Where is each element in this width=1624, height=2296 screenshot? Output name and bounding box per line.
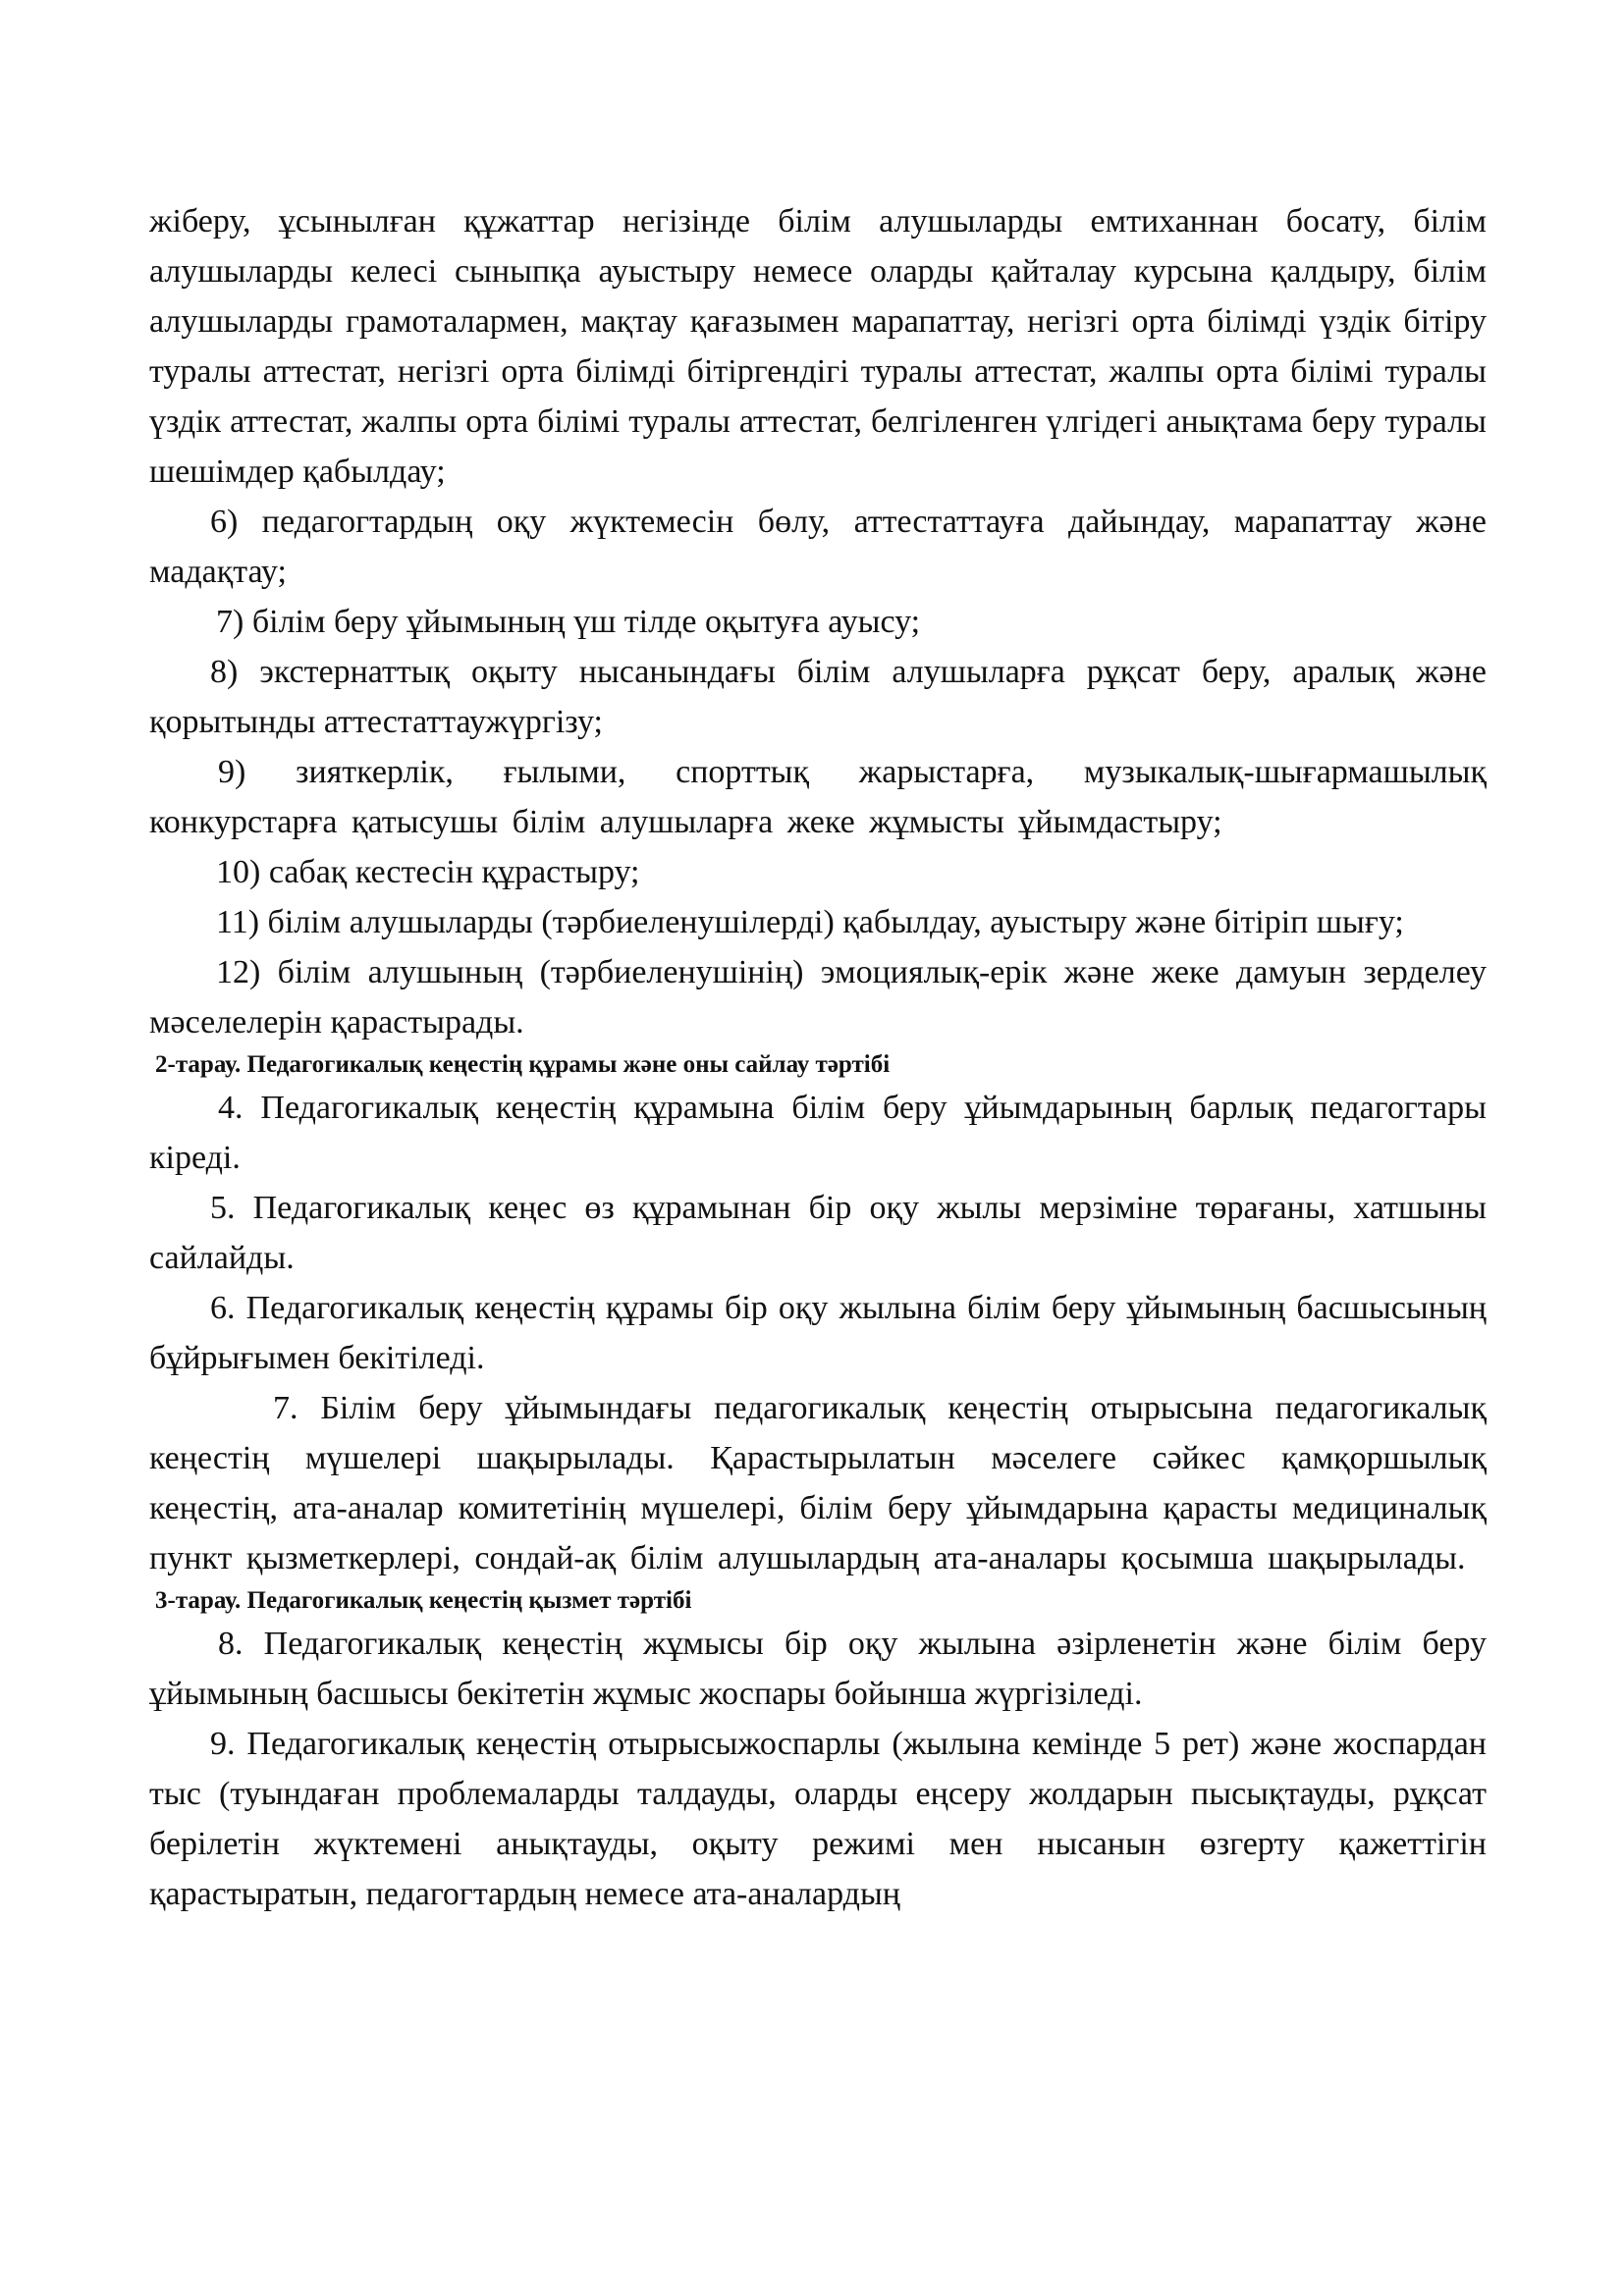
list-item-8: 8) экстернаттық оқыту нысанындағы білім алушыларға рұқсат беру, аралық және қорытынды аттестаттаужүргізу; [149, 654, 1487, 740]
list-item-7: 7) білім беру ұйымының үш тілде оқытуға ауысу; [216, 604, 921, 640]
clause-8: 8. Педагогикалық кеңестің жұмысы бір оқу жылына әзірленетін және білім беру ұйымының басшысы бекітетін жұмыс жоспары бойынша жүргізіледі. [149, 1626, 1487, 1712]
clause-6: 6. Педагогикалық кеңестің құрамы бір оқу жылына білім беру ұйымының басшысының бұйрығымен бекітіледі. [149, 1290, 1487, 1376]
section-heading-3: 3-тарау. Педагогикалық кеңестің қызмет тәртібі [155, 1587, 692, 1614]
clause-9: 9. Педагогикалық кеңестің отырысыжоспарлы (жылына кемінде 5 рет) және жоспардан тыс (туындаған проблемаларды талдауды, оларды еңсеру жолдарын пысықтауды, рұқсат берілетін жүктемені анықтауды, оқыту режимі мен нысанын өзгерту қажеттігін қарастыратын, педагогтардың немесе ата-аналардың [149, 1726, 1487, 1912]
list-item-6: 6) педагогтардың оқу жүктемесін бөлу, аттестаттауға дайындау, марапаттау және мадақтау; [149, 504, 1487, 590]
section-heading-2: 2-тарау. Педагогикалық кеңестің құрамы және оны сайлау тәртібі [155, 1051, 891, 1078]
clause-4: 4. Педагогикалық кеңестің құрамына білім беру ұйымдарының барлық педагогтары кіреді. [149, 1090, 1487, 1176]
clause-5: 5. Педагогикалық кеңес өз құрамынан бір оқу жылы мерзіміне төрағаны, хатшыны сайлайды. [149, 1190, 1487, 1276]
list-item-11: 11) білім алушыларды (тәрбиеленушілерді) қабылдау, ауыстыру және бітіріп шығу; [216, 904, 1404, 940]
document-page [149, 196, 1487, 1919]
list-item-10: 10) сабақ кестесін құрастыру; [216, 854, 640, 890]
list-item-9: 9) зияткерлік, ғылыми, спорттық жарыстарға, музыкалық-шығармашылық конкурстарға қатысушы білім алушыларға жеке жұмысты ұйымдастыру; [149, 754, 1487, 840]
clause-7: 7. Білім беру ұйымындағы педагогикалық кеңестің отырысына педагогикалық кеңестің мүшелері шақырылады. Қарастырылатын мәселеге сәйкес қамқоршылық кеңестің, ата-аналар комитетінің мүшелері, білім беру ұйымдарына қарасты медициналық пункт қызметкерлері, сондай-ақ білім алушылардың ата-аналары қосымша шақырылады. [149, 1390, 1487, 1576]
paragraph-continuation: жіберу, ұсынылған құжаттар негізінде білім алушыларды емтиханнан босату, білім алушыларды келесі сыныпқа ауыстыру немесе оларды қайталау курсына қалдыру, білім алушыларды грамоталармен, мақтау қағазымен марапаттау, негізгі орта білімді үздік бітіру туралы аттестат, негізгі орта білімді бітіргендігі туралы аттестат, жалпы орта білімі туралы үздік аттестат, жалпы орта білімі туралы аттестат, белгіленген үлгідегі анықтама беру туралы шешімдер қабылдау; [149, 203, 1487, 490]
list-item-12: 12) білім алушының (тәрбиеленушінің) эмоциялық-ерік және жеке дамуын зерделеу мәселелерін қарастырады. [149, 954, 1487, 1041]
